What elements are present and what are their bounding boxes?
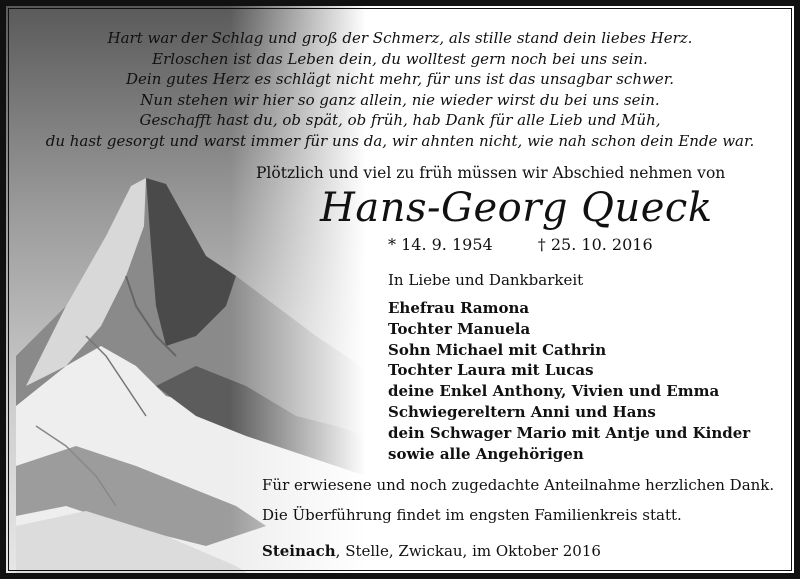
poem-line: Hart war der Schlag und groß der Schmerz, als stille stand dein liebes Herz. — [107, 29, 693, 47]
family-member: Sohn Michael mit Cathrin — [388, 340, 607, 359]
place-name: Steinach — [262, 542, 336, 560]
intro-line: Plötzlich und viel zu früh müssen wir Abschied nehmen von — [256, 164, 726, 182]
family-member: Schwiegereltern Anni und Hans — [388, 402, 656, 421]
family-member: deine Enkel Anthony, Vivien und Emma — [388, 382, 720, 401]
poem-line: Geschafft hast du, ob spät, ob früh, hab Dank für alle Lieb und Müh, — [139, 111, 661, 129]
family-list — [388, 298, 750, 464]
poem-line: Dein gutes Herz es schlägt nicht mehr, für uns ist das unsagbar schwer. — [126, 70, 674, 88]
life-dates — [388, 235, 653, 254]
family-member: dein Schwager Mario mit Antje und Kinder — [388, 423, 751, 442]
death-date: † 25. 10. 2016 — [537, 235, 653, 254]
poem-line: Nun stehen wir hier so ganz allein, nie wieder wirst du bei uns sein. — [140, 90, 660, 109]
thanks-line: In Liebe und Dankbarkeit — [388, 271, 584, 289]
family-member: Tochter Laura mit Lucas — [388, 361, 594, 380]
transfer-note: Die Überführung findet im engsten Familienkreis statt. — [262, 506, 682, 524]
family-member: Tochter Manuela — [388, 319, 531, 338]
place-rest: , Stelle, Zwickau, im Oktober 2016 — [335, 542, 601, 560]
poem — [6, 28, 794, 151]
birth-date: * 14. 9. 1954 — [388, 235, 493, 254]
condolence-thanks: Für erwiesene und noch zugedachte Anteilnahme herzlichen Dank. — [262, 476, 775, 494]
deceased-name: Hans-Georg Queck — [320, 185, 713, 231]
family-member: Ehefrau Ramona — [388, 299, 530, 317]
poem-line: du hast gesorgt und warst immer für uns da, wir ahnten nicht, wie nah schon dein Ende war. — [45, 131, 755, 150]
place-date — [262, 542, 601, 560]
poem-line: Erloschen ist das Leben dein, du wolltest gern noch bei uns sein. — [152, 49, 648, 68]
family-member: sowie alle Angehörigen — [388, 444, 584, 463]
